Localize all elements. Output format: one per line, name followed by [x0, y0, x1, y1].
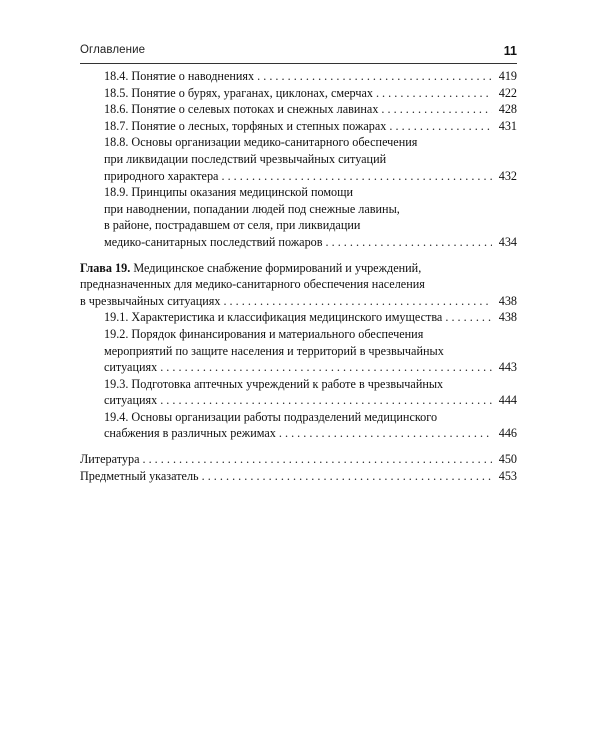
toc-entry-text-line: 18.8. Основы организации медико-санитарного обеспечения	[104, 135, 418, 150]
toc-entry-title: природного характера	[104, 168, 219, 183]
toc-entry-text-line: 18.9. Принципы оказания медицинской помощи	[104, 185, 354, 200]
toc-page-number: 444	[498, 393, 517, 408]
toc-page-number: 446	[498, 426, 517, 441]
chapter-title-text: в чрезвычайных ситуациях	[80, 293, 221, 308]
toc-entry[interactable]	[80, 101, 517, 118]
toc-page-number: 419	[498, 69, 517, 83]
toc-entry-last-line	[80, 168, 517, 185]
toc-entry-title: Предметный указатель	[80, 468, 199, 483]
dot-leader	[326, 234, 492, 251]
toc-entry-last-line	[80, 392, 517, 409]
chapter-title-text: Медицинское снабжение формирований и учреждений,	[133, 260, 422, 275]
toc-entry-title: 18.5. Понятие о бурях, ураганах, циклонах, смерчах	[104, 85, 373, 100]
toc-page-number: 438	[498, 310, 517, 325]
toc-entry[interactable]	[80, 309, 517, 326]
toc-page-number: 432	[498, 168, 517, 183]
toc-entry[interactable]	[80, 376, 517, 409]
chapter-label: Глава 19.	[80, 260, 131, 275]
toc-page-number: 422	[498, 85, 517, 100]
toc-entry-last-line	[80, 425, 517, 442]
toc-entry-title: снабжения в различных режимах	[104, 426, 276, 441]
toc-entry-text-line: в районе, пострадавшем от селя, при ликвидации	[104, 218, 361, 233]
toc-entry-title: медико-санитарных последствий пожаров	[104, 234, 323, 249]
toc-entry[interactable]	[80, 85, 517, 102]
toc-entry[interactable]	[80, 68, 517, 85]
toc-page-number: 453	[498, 468, 517, 483]
toc-entry-last-line	[80, 85, 517, 102]
dot-leader	[160, 359, 492, 376]
toc-entry-last-line	[80, 451, 517, 468]
toc-page-number: 428	[498, 102, 517, 117]
table-of-contents	[80, 68, 517, 484]
toc-entry-last-line	[80, 101, 517, 118]
toc-page-number: 450	[498, 452, 517, 467]
toc-page-number: 443	[498, 360, 517, 375]
dot-leader	[257, 68, 492, 85]
toc-entry-text-line: 19.3. Подготовка аптечных учреждений к работе в чрезвычайных	[104, 376, 444, 391]
toc-entry-text-line: при наводнении, попадании людей под снежные лавины,	[104, 201, 400, 216]
toc-entry-text-line: 19.4. Основы организации работы подразделений медицинского	[104, 409, 438, 424]
toc-entry[interactable]	[80, 468, 517, 485]
toc-entry-text-line: при ликвидации последствий чрезвычайных ситуаций	[104, 151, 387, 166]
dot-leader	[445, 309, 492, 326]
toc-entry-last-line	[80, 359, 517, 376]
dot-leader	[389, 118, 492, 135]
header-divider	[80, 63, 517, 64]
toc-entry-title: ситуациях	[104, 393, 158, 408]
dot-leader	[381, 101, 492, 118]
toc-entry-title: ситуациях	[104, 360, 158, 375]
toc-entry-title: 18.4. Понятие о наводнениях	[104, 69, 255, 83]
toc-entry-title: 18.6. Понятие о селевых потоках и снежных лавинах	[104, 102, 379, 117]
toc-entry-last-line	[80, 118, 517, 135]
toc-entry-title: Литература	[80, 452, 140, 467]
chapter-title-line	[80, 276, 517, 293]
spacer	[80, 251, 517, 260]
toc-entry[interactable]	[80, 118, 517, 135]
toc-entry-last-line	[80, 309, 517, 326]
toc-entry-last-line	[80, 234, 517, 251]
toc-page-number: 434	[498, 234, 517, 249]
spacer	[80, 442, 517, 451]
dot-leader	[160, 392, 492, 409]
toc-page-number: 438	[498, 293, 517, 308]
end-matter-entries	[80, 451, 517, 484]
dot-leader	[142, 451, 492, 468]
dot-leader	[223, 293, 492, 310]
dot-leader	[221, 168, 492, 185]
toc-entry-text-line: 19.2. Порядок финансирования и материального обеспечения	[104, 326, 424, 341]
toc-entry[interactable]	[80, 134, 517, 184]
chapter-title-text: предназначенных для медико-санитарного обеспечения населения	[80, 277, 425, 292]
page-number: 11	[503, 44, 517, 58]
toc-entry[interactable]	[80, 409, 517, 442]
toc-entry-text-line: мероприятий по защите населения и территорий в чрезвычайных	[104, 343, 444, 358]
toc-entry[interactable]	[80, 184, 517, 250]
running-header-title: Оглавление	[80, 44, 146, 56]
chapter-19-entry[interactable]	[80, 260, 517, 310]
toc-page-number: 431	[498, 118, 517, 133]
dot-leader	[279, 425, 492, 442]
toc-entry-last-line	[80, 468, 517, 485]
toc-entry-last-line	[80, 68, 517, 85]
section-19-entries	[80, 309, 517, 442]
toc-entry-title: 19.1. Характеристика и классификация медицинского имущества	[104, 310, 443, 325]
dot-leader	[202, 468, 492, 485]
chapter-title-last-line	[80, 293, 517, 310]
toc-entry-title: 18.7. Понятие о лесных, торфяных и степных пожарах	[104, 118, 387, 133]
running-header	[80, 44, 517, 62]
dot-leader	[376, 85, 492, 102]
chapter-title-line	[80, 260, 517, 277]
toc-entry[interactable]	[80, 326, 517, 376]
toc-entry[interactable]	[80, 451, 517, 468]
section-18-entries	[80, 68, 517, 251]
